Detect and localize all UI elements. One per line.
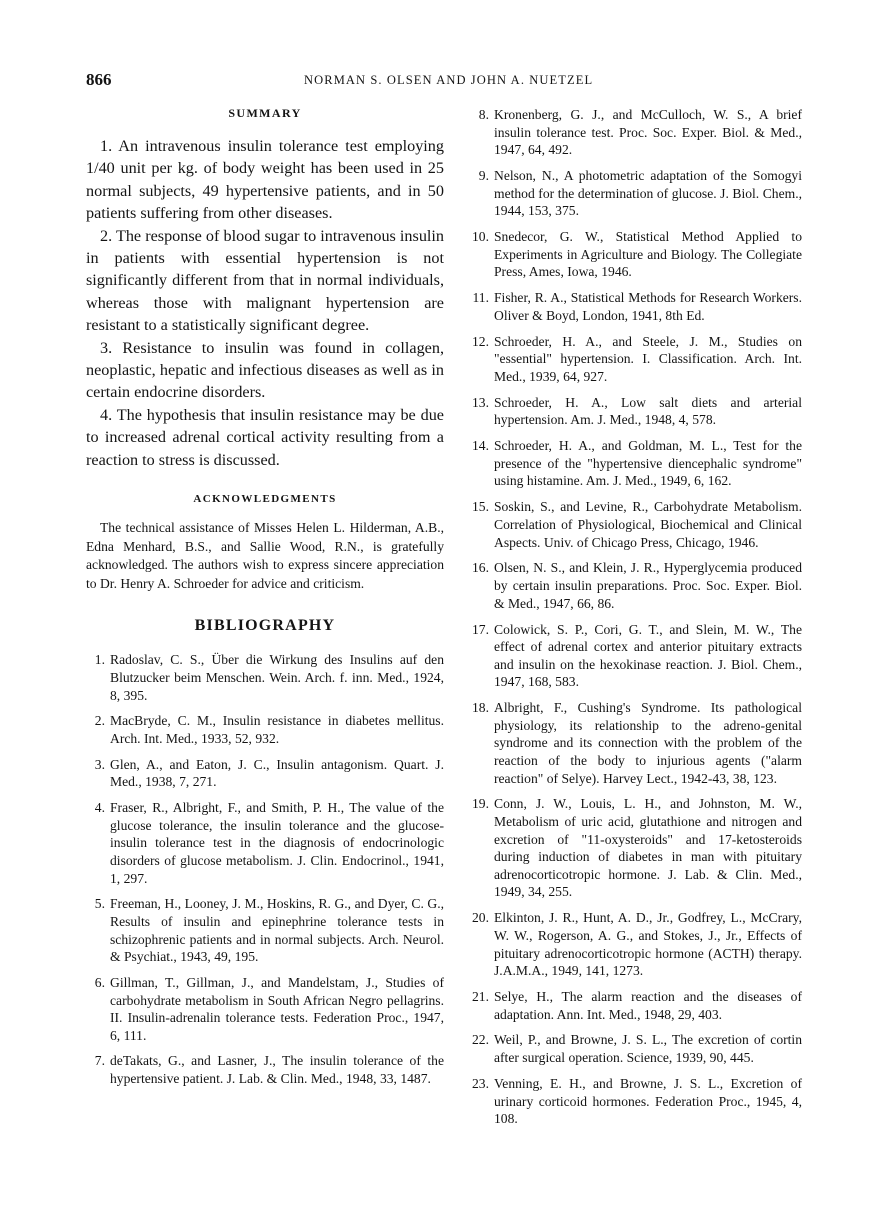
reference-text: Olsen, N. S., and Klein, J. R., Hyperglycemia produced by certain insulin preparations. Proc. Soc. Exper. Biol. & Med., 1947, 66, 86.	[494, 560, 802, 611]
reference-item	[470, 1031, 802, 1066]
reference-item	[470, 228, 802, 281]
reference-item	[86, 974, 444, 1044]
summary-item-2: 2. The response of blood sugar to intravenous insulin in patients with essential hypertension is not significantly different from that in normal individuals, whereas those with malignant hypertension are resistant to a statistically significant degree.	[86, 226, 444, 335]
page-number: 866	[86, 70, 112, 89]
reference-item	[86, 799, 444, 887]
reference-number: 23.	[472, 1075, 489, 1091]
reference-item	[470, 106, 802, 159]
reference-text: Snedecor, G. W., Statistical Method Applied to Experiments in Agriculture and Biology. The Collegiate Press, Ames, Iowa, 1946.	[494, 229, 802, 280]
reference-text: Freeman, H., Looney, J. M., Hoskins, R. G., and Dyer, C. G., Results of insulin and epinephrine tolerance tests in schizophrenic patients and in normal subjects. Arch. Neurol. & Psychiat., 1943, 49, 195.	[110, 896, 444, 965]
reference-text: Weil, P., and Browne, J. S. L., The excretion of cortin after surgical operation. Science, 1939, 90, 445.	[494, 1032, 802, 1066]
reference-number: 1.	[94, 652, 105, 668]
running-head-authors: NORMAN S. OLSEN AND JOHN A. NUETZEL	[304, 73, 594, 87]
reference-text: Albright, F., Cushing's Syndrome. Its pathological physiology, its relationship to the adreno-genital syndrome and its connection with the problem of the reaction of the body to injurious agents ("alarm reaction" of Selye). Harvey Lect., 1942-43, 38, 123.	[494, 700, 802, 786]
summary-item-4: 4. The hypothesis that insulin resistance may be due to increased adrenal cortical activity resulting from a reaction to stress is discussed.	[86, 405, 444, 469]
reference-text: Glen, A., and Eaton, J. C., Insulin antagonism. Quart. J. Med., 1938, 7, 271.	[110, 756, 444, 790]
reference-text: Radoslav, C. S., Über die Wirkung des Insulins auf den Blutzucker beim Menschen. Wein. Arch. f. inn. Med., 1924, 8, 395.	[110, 652, 444, 703]
reference-text: Schroeder, H. A., and Steele, J. M., Studies on "essential" hypertension. I. Classification. Arch. Int. Med., 1939, 64, 927.	[494, 333, 802, 384]
reference-item	[86, 651, 444, 704]
reference-text: Schroeder, H. A., Low salt diets and arterial hypertension. Am. J. Med., 1948, 4, 578.	[494, 394, 802, 428]
reference-item	[86, 712, 444, 747]
reference-number: 7.	[94, 1053, 105, 1069]
reference-text: Nelson, N., A photometric adaptation of the Somogyi method for the determination of glucose. J. Biol. Chem., 1944, 153, 375.	[494, 168, 802, 219]
reference-item	[470, 437, 802, 490]
reference-text: Selye, H., The alarm reaction and the diseases of adaptation. Ann. Int. Med., 1948, 29, 403.	[494, 988, 802, 1022]
reference-number: 4.	[94, 800, 105, 816]
reference-number: 15.	[472, 499, 489, 515]
reference-number: 19.	[472, 796, 489, 812]
reference-text: Fraser, R., Albright, F., and Smith, P. H., The value of the glucose tolerance, the insulin tolerance and the glucose-insulin tolerance test in the diagnosis of endocrinologic disorders of glucose metabolism. J. Clin. Endocrinol., 1941, 1, 297.	[110, 800, 444, 886]
reference-item	[470, 699, 802, 787]
reference-item	[86, 1052, 444, 1087]
reference-item	[470, 394, 802, 429]
reference-item	[470, 988, 802, 1023]
reference-number: 5.	[94, 896, 105, 912]
reference-item	[470, 498, 802, 551]
right-column	[470, 106, 802, 1136]
reference-number: 12.	[472, 333, 489, 349]
reference-item	[86, 895, 444, 965]
reference-item	[470, 621, 802, 691]
running-header	[86, 70, 794, 92]
reference-number: 10.	[472, 229, 489, 245]
reference-text: Fisher, R. A., Statistical Methods for Research Workers. Oliver & Boyd, London, 1941, 8th Ed.	[494, 290, 802, 323]
reference-number: 18.	[472, 700, 489, 716]
acknowledgments-heading: ACKNOWLEDGMENTS	[193, 493, 337, 506]
acknowledgments-text: The technical assistance of Misses Helen L. Hilderman, A.B., Edna Menhard, B.S., and Sallie Wood, R.N., is gratefully acknowledged. The authors wish to express sincere appreciation to Dr. Henry A. Schroeder for advice and criticism.	[86, 520, 444, 591]
reference-text: Elkinton, J. R., Hunt, A. D., Jr., Godfrey, L., McCrary, W. W., Rogerson, A. G., and Stokes, J., Jr., Effects of pituitary adrenocorticotropic hormone (ACTH) therapy. J.A.M.A., 1949, 141, 1273.	[494, 910, 802, 979]
reference-number: 6.	[94, 974, 105, 990]
left-column	[86, 106, 444, 1096]
reference-text: Venning, E. H., and Browne, J. S. L., Excretion of urinary corticoid hormones. Federation Proc., 1945, 4, 108.	[494, 1075, 802, 1127]
bibliography-heading: BIBLIOGRAPHY	[194, 617, 336, 635]
reference-number: 14.	[472, 438, 489, 454]
reference-text: Conn, J. W., Louis, L. H., and Johnston, M. W., Metabolism of uric acid, glutathione and nitrogen and excretion of "11-oxysteroids" and 17-ketosteroids during induction of diabetes in man with pituitary adrenocorticotropic hormone. J. Lab. & Clin. Med., 1949, 34, 255.	[494, 796, 802, 900]
reference-number: 21.	[472, 988, 489, 1004]
reference-text: Colowick, S. P., Cori, G. T., and Slein, M. W., The effect of adrenal cortex and anterior pituitary extracts and insulin on the hexokinase reaction. J. Biol. Chem., 1947, 168, 583.	[494, 621, 802, 690]
summary-item-3: 3. Resistance to insulin was found in collagen, neoplastic, hepatic and infectious diseases as well as in certain endocrine disorders.	[86, 338, 444, 402]
acknowledgments-section	[86, 493, 444, 593]
reference-number: 3.	[94, 756, 105, 772]
reference-number: 11.	[472, 290, 489, 306]
reference-number: 8.	[478, 107, 489, 122]
bibliography-section	[86, 617, 444, 1087]
reference-number: 16.	[472, 560, 489, 576]
reference-text: MacBryde, C. M., Insulin resistance in diabetes mellitus. Arch. Int. Med., 1933, 52, 932.	[110, 713, 444, 747]
reference-number: 20.	[472, 910, 489, 926]
reference-item	[470, 909, 802, 979]
reference-item	[86, 756, 444, 791]
summary-section	[86, 106, 444, 471]
reference-number: 9.	[478, 168, 489, 184]
reference-number: 17.	[472, 621, 489, 637]
summary-item-1: 1. An intravenous insulin tolerance test employing 1/40 unit per kg. of body weight has been used in 25 normal subjects, 49 hypertensive patients, and in 50 patients suffering from other diseases.	[86, 137, 444, 223]
reference-text: Gillman, T., Gillman, J., and Mandelstam, J., Studies of carbohydrate metabolism in South African Negro pellagrins. II. Insulin-adrenalin tolerance tests. Federation Proc., 1947, 6, 111.	[110, 974, 444, 1043]
reference-item	[470, 1075, 802, 1128]
reference-text: Schroeder, H. A., and Goldman, M. L., Test for the presence of the "hypertensive diencephalic syndrome" using histamine. Am. J. Med., 1949, 6, 162.	[494, 438, 802, 489]
reference-item	[470, 289, 802, 324]
reference-item	[470, 795, 802, 901]
bibliography-list-left	[86, 651, 444, 1087]
bibliography-list-right	[470, 106, 802, 1128]
reference-number: 13.	[472, 394, 489, 410]
reference-item	[470, 167, 802, 220]
reference-text: Kronenberg, G. J., and McCulloch, W. S., A brief insulin tolerance test. Proc. Soc. Exper. Biol. & Med., 1947, 64, 492.	[494, 107, 802, 158]
reference-text: deTakats, G., and Lasner, J., The insulin tolerance of the hypertensive patient. J. Lab. & Clin. Med., 1948, 33, 1487.	[110, 1053, 444, 1087]
reference-number: 2.	[94, 713, 105, 729]
reference-text: Soskin, S., and Levine, R., Carbohydrate Metabolism. Correlation of Physiological, Biochemical and Clinical Aspects. Univ. of Chicago Press, Chicago, 1946.	[494, 499, 802, 550]
reference-number: 22.	[472, 1032, 489, 1048]
reference-item	[470, 333, 802, 386]
reference-item	[470, 559, 802, 612]
summary-heading: SUMMARY	[228, 106, 302, 120]
